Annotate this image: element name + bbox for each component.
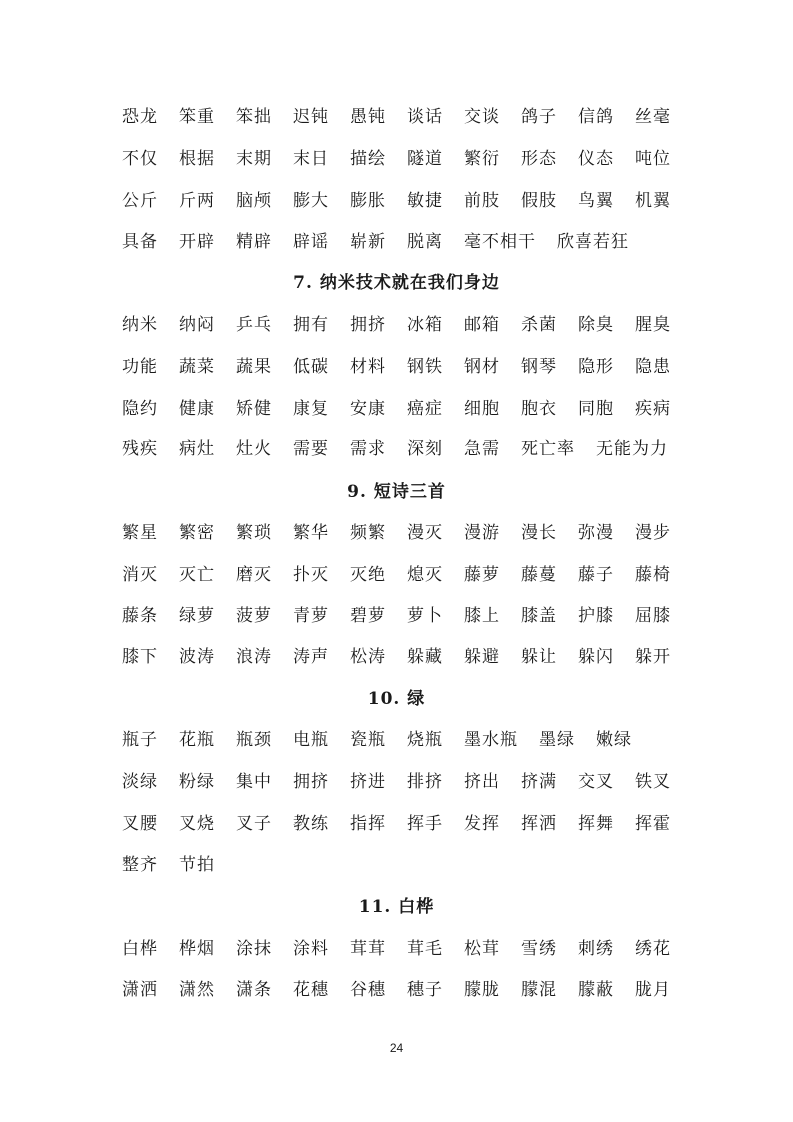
- vocabulary-word: 青萝: [293, 606, 329, 626]
- vocabulary-word: 功能: [122, 357, 158, 377]
- vocabulary-word: 发挥: [464, 814, 500, 834]
- vocabulary-word: 健康: [179, 399, 215, 419]
- vocabulary-word: 需要: [293, 439, 329, 459]
- vocabulary-word: 茸毛: [407, 939, 443, 959]
- vocabulary-word: 谷穗: [350, 980, 386, 1000]
- word-row: [122, 144, 682, 174]
- lesson-heading: 9. 短诗三首: [347, 482, 446, 502]
- vocabulary-word: 笨拙: [236, 107, 272, 127]
- vocabulary-word: 恐龙: [122, 107, 158, 127]
- vocabulary-word: 浪涛: [236, 647, 272, 667]
- vocabulary-word: 涂抹: [236, 939, 272, 959]
- vocabulary-word: 花瓶: [179, 730, 215, 750]
- vocabulary-word: 灭绝: [350, 565, 386, 585]
- vocabulary-word: 扑灭: [293, 565, 329, 585]
- vocabulary-word: 屈膝: [635, 606, 671, 626]
- vocabulary-word: 无能为力: [596, 439, 668, 459]
- vocabulary-word: 电瓶: [293, 730, 329, 750]
- vocabulary-word: 墨绿: [539, 730, 575, 750]
- vocabulary-word: 花穗: [293, 980, 329, 1000]
- vocabulary-word: 胞衣: [521, 399, 557, 419]
- vocabulary-word: 烧瓶: [407, 730, 443, 750]
- lesson-heading: 7. 纳米技术就在我们身边: [293, 273, 500, 293]
- word-row: [122, 767, 682, 797]
- vocabulary-word: 藤子: [578, 565, 614, 585]
- vocabulary-word: 康复: [293, 399, 329, 419]
- vocabulary-word: 涂料: [293, 939, 329, 959]
- vocabulary-word: 弥漫: [578, 523, 614, 543]
- vocabulary-word: 繁琐: [236, 523, 272, 543]
- vocabulary-word: 繁衍: [464, 149, 500, 169]
- word-row: [122, 227, 682, 257]
- vocabulary-word: 乒乓: [236, 315, 272, 335]
- vocabulary-word: 波涛: [179, 647, 215, 667]
- vocabulary-word: 杀菌: [521, 315, 557, 335]
- vocabulary-word: 末期: [236, 149, 272, 169]
- word-row: [122, 434, 682, 464]
- vocabulary-word: 机翼: [635, 191, 671, 211]
- vocabulary-word: 碧萝: [350, 606, 386, 626]
- vocabulary-word: 挥霍: [635, 814, 671, 834]
- vocabulary-word: 谈话: [407, 107, 443, 127]
- vocabulary-word: 残疾: [122, 439, 158, 459]
- vocabulary-word: 隐患: [635, 357, 671, 377]
- vocabulary-word: 材料: [350, 357, 386, 377]
- word-row: [122, 601, 682, 631]
- vocabulary-word: 欣喜若狂: [557, 232, 629, 252]
- vocabulary-word: 繁华: [293, 523, 329, 543]
- lesson-heading: 10. 绿: [367, 689, 426, 709]
- vocabulary-word: 邮箱: [464, 315, 500, 335]
- vocabulary-word: 叉烧: [179, 814, 215, 834]
- vocabulary-word: 胧月: [635, 980, 671, 1000]
- vocabulary-word: 钢铁: [407, 357, 443, 377]
- vocabulary-word: 漫长: [521, 523, 557, 543]
- vocabulary-word: 信鸽: [578, 107, 614, 127]
- vocabulary-word: 脱离: [407, 232, 443, 252]
- vocabulary-word: 雪绣: [521, 939, 557, 959]
- vocabulary-word: 矫健: [236, 399, 272, 419]
- vocabulary-word: 鸟翼: [578, 191, 614, 211]
- vocabulary-word: 形态: [521, 149, 557, 169]
- vocabulary-word: 隐约: [122, 399, 158, 419]
- vocabulary-word: 细胞: [464, 399, 500, 419]
- vocabulary-word: 护膝: [578, 606, 614, 626]
- vocabulary-word: 瓶颈: [236, 730, 272, 750]
- vocabulary-word: 愚钝: [350, 107, 386, 127]
- vocabulary-word: 膨大: [293, 191, 329, 211]
- vocabulary-word: 前肢: [464, 191, 500, 211]
- vocabulary-word: 漫步: [635, 523, 671, 543]
- vocabulary-word: 躲开: [635, 647, 671, 667]
- vocabulary-word: 公斤: [122, 191, 158, 211]
- vocabulary-word: 蔬果: [236, 357, 272, 377]
- vocabulary-word: 朦蔽: [578, 980, 614, 1000]
- vocabulary-word: 桦烟: [179, 939, 215, 959]
- vocabulary-word: 笨重: [179, 107, 215, 127]
- vocabulary-word: 萝卜: [407, 606, 443, 626]
- vocabulary-word: 躲避: [464, 647, 500, 667]
- word-row: [122, 975, 682, 1005]
- vocabulary-word: 消灭: [122, 565, 158, 585]
- vocabulary-word: 深刻: [407, 439, 443, 459]
- vocabulary-word: 潇然: [179, 980, 215, 1000]
- vocabulary-word: 松涛: [350, 647, 386, 667]
- vocabulary-word: 膝下: [122, 647, 158, 667]
- vocabulary-word: 丝毫: [635, 107, 671, 127]
- word-row: [122, 310, 682, 340]
- vocabulary-word: 瓷瓶: [350, 730, 386, 750]
- vocabulary-word: 藤萝: [464, 565, 500, 585]
- word-row: [122, 642, 682, 672]
- vocabulary-word: 挥洒: [521, 814, 557, 834]
- vocabulary-word: 隐形: [578, 357, 614, 377]
- vocabulary-word: 仪态: [578, 149, 614, 169]
- vocabulary-word: 交谈: [464, 107, 500, 127]
- word-row: [122, 352, 682, 382]
- vocabulary-word: 末日: [293, 149, 329, 169]
- vocabulary-word: 叉子: [236, 814, 272, 834]
- vocabulary-word: 躲闪: [578, 647, 614, 667]
- vocabulary-word: 灭亡: [179, 565, 215, 585]
- page-number: 24: [389, 1041, 404, 1055]
- vocabulary-word: 安康: [350, 399, 386, 419]
- vocabulary-word: 腥臭: [635, 315, 671, 335]
- word-row: [122, 850, 682, 880]
- vocabulary-word: 菠萝: [236, 606, 272, 626]
- vocabulary-word: 瓶子: [122, 730, 158, 750]
- vocabulary-word: 死亡率: [521, 439, 575, 459]
- vocabulary-word: 膝盖: [521, 606, 557, 626]
- vocabulary-word: 脑颅: [236, 191, 272, 211]
- vocabulary-word: 教练: [293, 814, 329, 834]
- vocabulary-word: 癌症: [407, 399, 443, 419]
- word-row: [122, 102, 682, 132]
- vocabulary-word: 磨灭: [236, 565, 272, 585]
- vocabulary-word: 松茸: [464, 939, 500, 959]
- vocabulary-word: 纳闷: [179, 315, 215, 335]
- word-row: [122, 934, 682, 964]
- vocabulary-word: 墨水瓶: [464, 730, 518, 750]
- vocabulary-word: 同胞: [578, 399, 614, 419]
- vocabulary-word: 斤两: [179, 191, 215, 211]
- word-row: [122, 186, 682, 216]
- word-row: [122, 725, 682, 755]
- vocabulary-word: 挥手: [407, 814, 443, 834]
- vocabulary-word: 朦胧: [464, 980, 500, 1000]
- vocabulary-word: 粉绿: [179, 772, 215, 792]
- vocabulary-word: 拥挤: [350, 315, 386, 335]
- vocabulary-word: 刺绣: [578, 939, 614, 959]
- vocabulary-word: 不仅: [122, 149, 158, 169]
- vocabulary-word: 排挤: [407, 772, 443, 792]
- word-row: [122, 394, 682, 424]
- vocabulary-word: 绿萝: [179, 606, 215, 626]
- vocabulary-word: 绣花: [635, 939, 671, 959]
- vocabulary-word: 挤满: [521, 772, 557, 792]
- vocabulary-word: 躲藏: [407, 647, 443, 667]
- vocabulary-word: 辟谣: [293, 232, 329, 252]
- word-row: [122, 809, 682, 839]
- vocabulary-word: 灶火: [236, 439, 272, 459]
- vocabulary-word: 隧道: [407, 149, 443, 169]
- vocabulary-word: 整齐: [122, 855, 158, 875]
- vocabulary-word: 迟钝: [293, 107, 329, 127]
- vocabulary-word: 鸽子: [521, 107, 557, 127]
- vocabulary-word: 拥挤: [293, 772, 329, 792]
- vocabulary-word: 疾病: [635, 399, 671, 419]
- vocabulary-word: 低碳: [293, 357, 329, 377]
- vocabulary-word: 漫游: [464, 523, 500, 543]
- vocabulary-word: 根据: [179, 149, 215, 169]
- lesson-heading: 11. 白桦: [358, 897, 435, 917]
- vocabulary-word: 涛声: [293, 647, 329, 667]
- vocabulary-word: 嫩绿: [596, 730, 632, 750]
- vocabulary-word: 茸茸: [350, 939, 386, 959]
- vocabulary-word: 拥有: [293, 315, 329, 335]
- vocabulary-word: 指挥: [350, 814, 386, 834]
- vocabulary-word: 钢材: [464, 357, 500, 377]
- vocabulary-word: 纳米: [122, 315, 158, 335]
- vocabulary-word: 描绘: [350, 149, 386, 169]
- vocabulary-word: 熄灭: [407, 565, 443, 585]
- vocabulary-word: 挤进: [350, 772, 386, 792]
- vocabulary-word: 白桦: [122, 939, 158, 959]
- vocabulary-word: 叉腰: [122, 814, 158, 834]
- vocabulary-word: 病灶: [179, 439, 215, 459]
- vocabulary-word: 吨位: [635, 149, 671, 169]
- vocabulary-word: 钢琴: [521, 357, 557, 377]
- vocabulary-word: 挤出: [464, 772, 500, 792]
- vocabulary-word: 繁星: [122, 523, 158, 543]
- vocabulary-word: 急需: [464, 439, 500, 459]
- vocabulary-word: 除臭: [578, 315, 614, 335]
- vocabulary-word: 蔬菜: [179, 357, 215, 377]
- vocabulary-word: 交叉: [578, 772, 614, 792]
- vocabulary-word: 假肢: [521, 191, 557, 211]
- vocabulary-word: 淡绿: [122, 772, 158, 792]
- vocabulary-word: 频繁: [350, 523, 386, 543]
- vocabulary-word: 膨胀: [350, 191, 386, 211]
- vocabulary-word: 具备: [122, 232, 158, 252]
- vocabulary-word: 敏捷: [407, 191, 443, 211]
- vocabulary-word: 膝上: [464, 606, 500, 626]
- vocabulary-word: 冰箱: [407, 315, 443, 335]
- vocabulary-word: 需求: [350, 439, 386, 459]
- word-row: [122, 518, 682, 548]
- vocabulary-word: 藤条: [122, 606, 158, 626]
- vocabulary-word: 藤蔓: [521, 565, 557, 585]
- vocabulary-word: 朦混: [521, 980, 557, 1000]
- vocabulary-word: 开辟: [179, 232, 215, 252]
- word-row: [122, 560, 682, 590]
- vocabulary-word: 繁密: [179, 523, 215, 543]
- vocabulary-word: 挥舞: [578, 814, 614, 834]
- vocabulary-word: 毫不相干: [464, 232, 536, 252]
- vocabulary-word: 精辟: [236, 232, 272, 252]
- vocabulary-word: 节拍: [179, 855, 215, 875]
- vocabulary-word: 崭新: [350, 232, 386, 252]
- vocabulary-word: 潇条: [236, 980, 272, 1000]
- vocabulary-word: 穗子: [407, 980, 443, 1000]
- vocabulary-word: 漫灭: [407, 523, 443, 543]
- vocabulary-word: 铁叉: [635, 772, 671, 792]
- vocabulary-word: 潇洒: [122, 980, 158, 1000]
- vocabulary-word: 躲让: [521, 647, 557, 667]
- vocabulary-word: 藤椅: [635, 565, 671, 585]
- vocabulary-word: 集中: [236, 772, 272, 792]
